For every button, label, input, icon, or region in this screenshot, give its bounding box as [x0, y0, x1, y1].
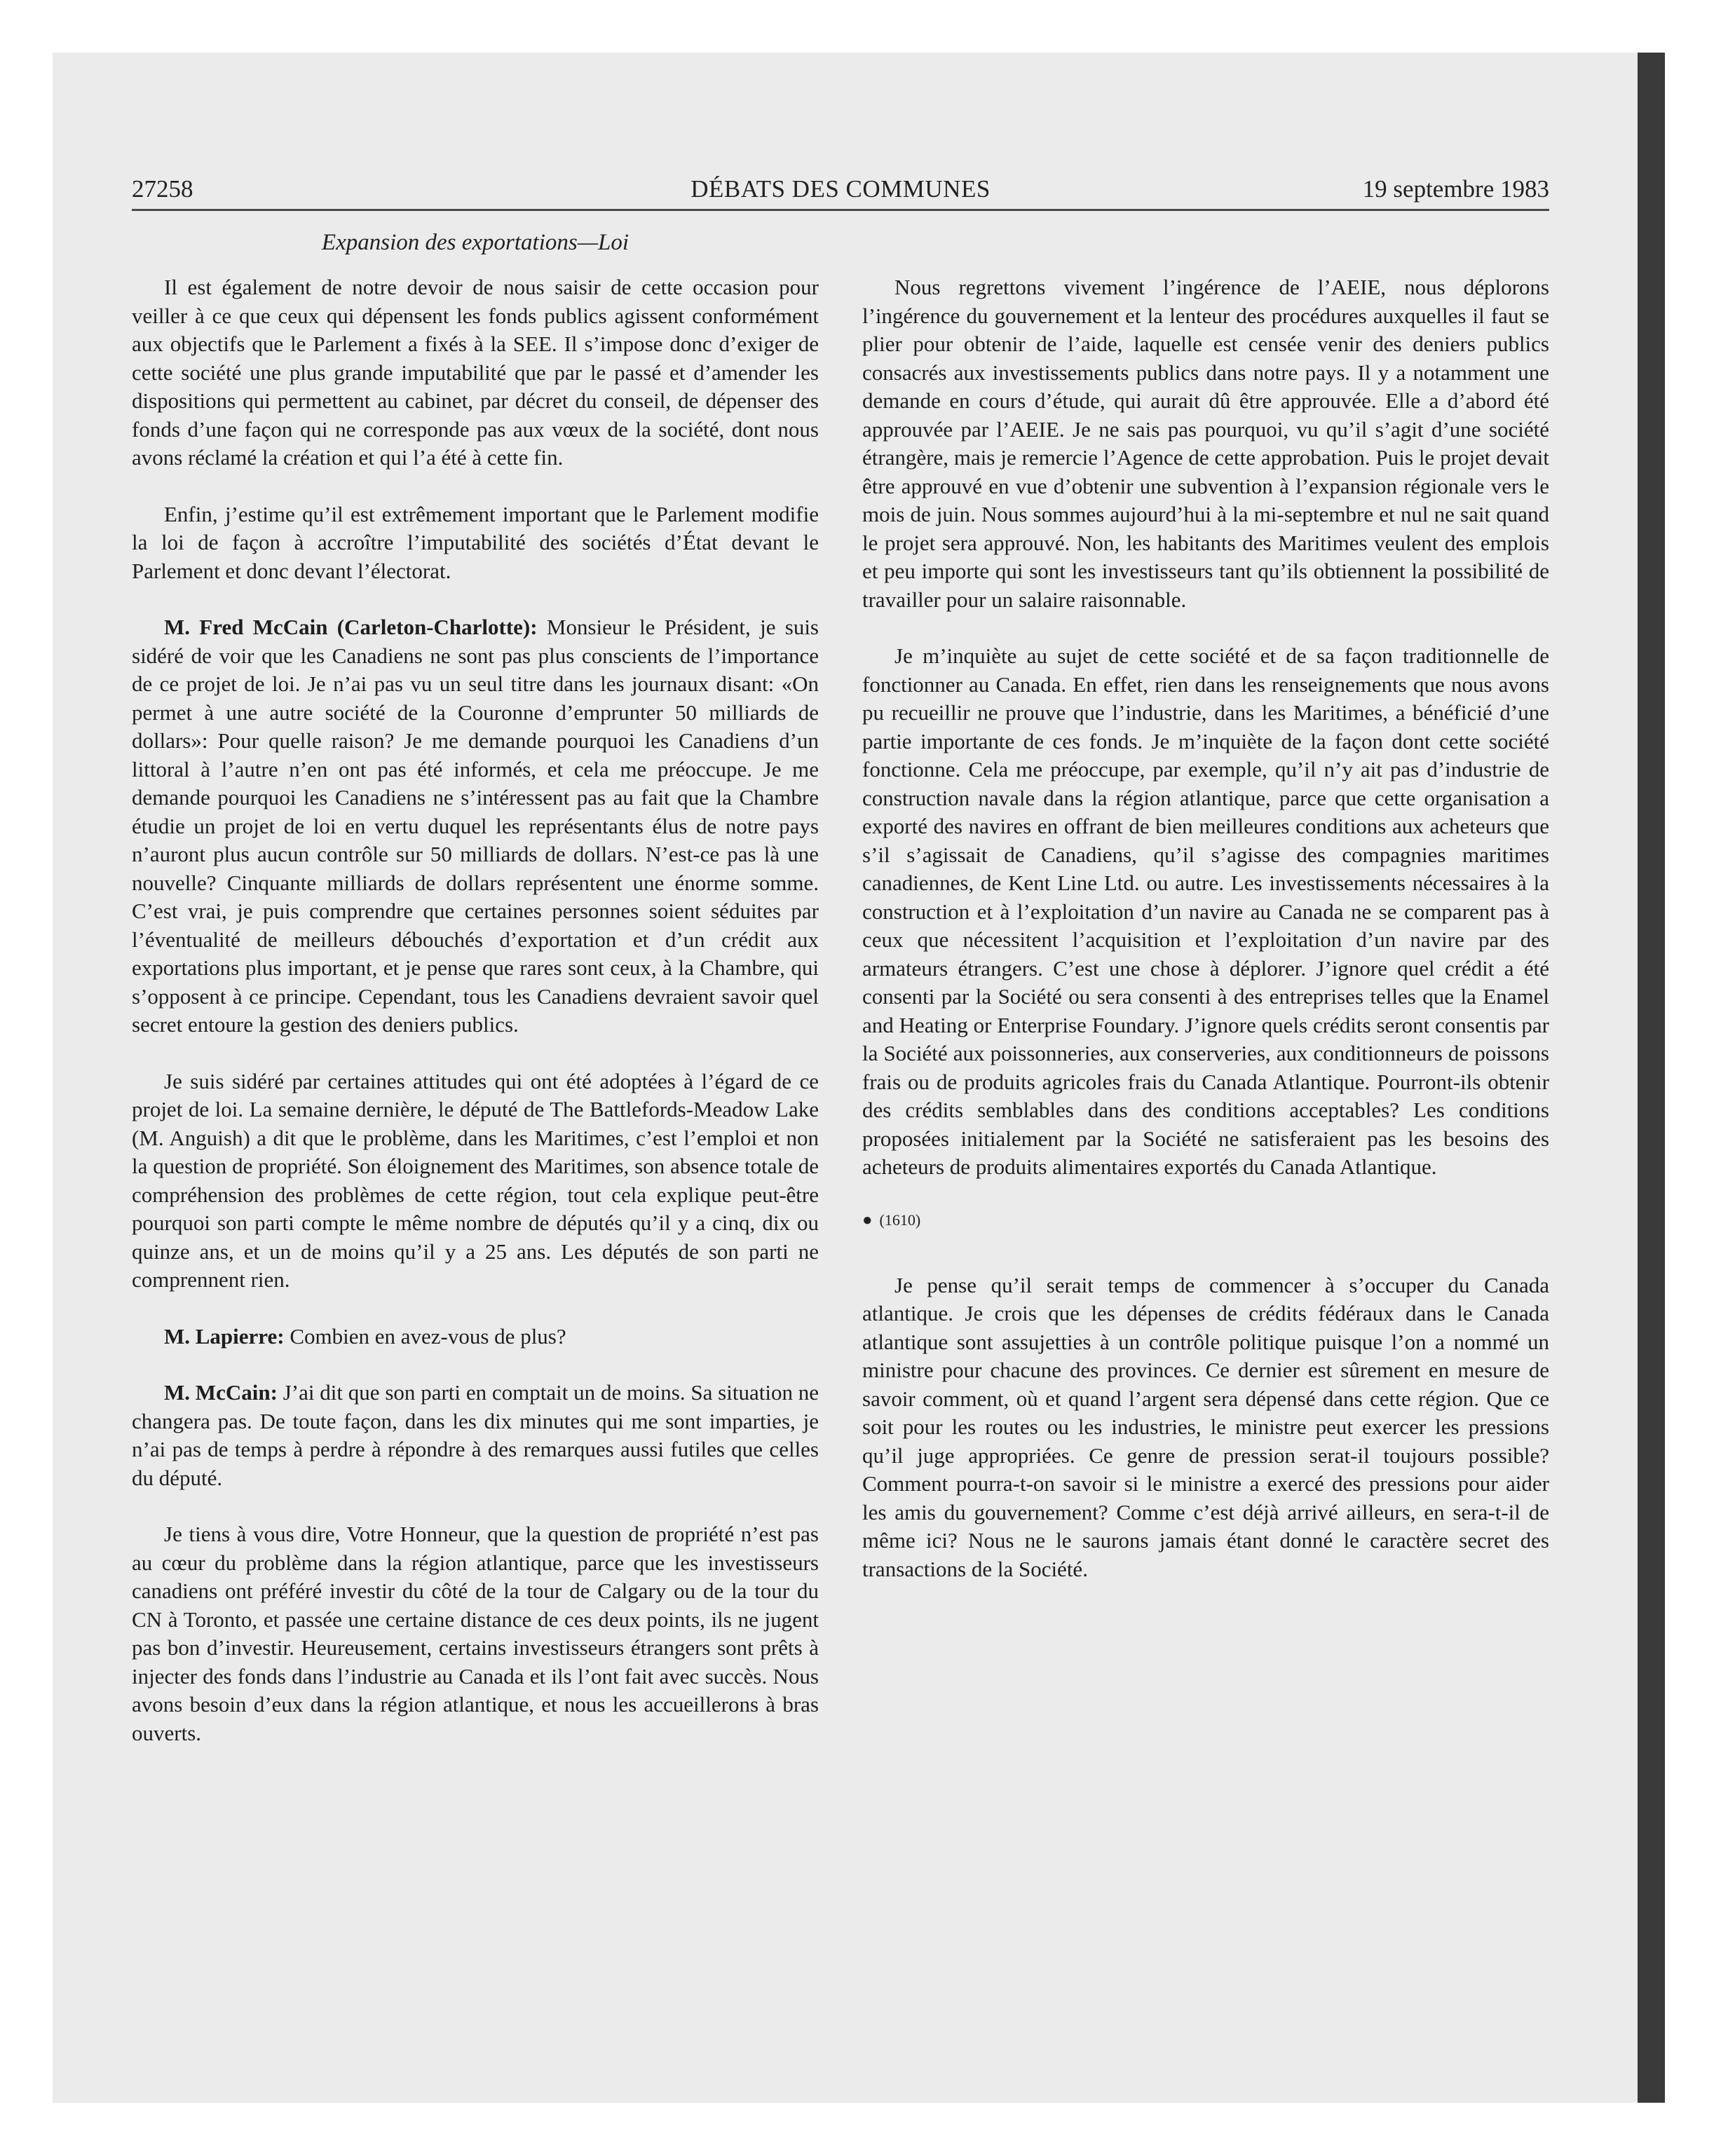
time-marker-text: (1610)	[879, 1210, 921, 1229]
speech-text: Monsieur le Président, je suis sidéré de voir que les Canadiens ne sont pas plus conscients de l’importance de ce projet de loi. Je n’ai pas vu un seul titre dans les journaux disant: «On permet à une autre société de la Couronne d’emprunter 50 milliards de dollars»: Pour quelle raison? Je me demande pourquoi les Canadiens d’un littoral à l’autre n’en ont pas été informés, et cela me préoccupe. Je me demande pourquoi les Canadiens ne s’intéressent pas au fait que la Chambre étudie un projet de loi en vertu duquel les représentants élus de notre pays n’auront plus aucun contrôle sur 50 milliards de dollars. N’est-ce pas là une nouvelle? Cinquante milliards de dollars représentent une énorme somme. C’est vrai, je puis comprendre que certaines personnes soient séduites par l’éventualité de meilleurs débouchés d’exportation et d’un crédit aux exportations plus important, et je pense que rares sont ceux, à la Chambre, qui s’opposent à ce principe. Cependant, tous les Canadiens devraient savoir quel secret entoure la gestion des deniers publics.	[132, 615, 819, 1037]
speaker-name: M. Lapierre:	[164, 1323, 285, 1349]
speech-paragraph	[132, 613, 819, 1039]
scan-edge-bar	[1638, 53, 1665, 2103]
page-number: 27258	[132, 175, 193, 203]
speech-paragraph	[132, 1323, 819, 1351]
time-marker	[862, 1210, 1549, 1231]
paragraph: Je pense qu’il serait temps de commencer à s’occuper du Canada atlantique. Je crois que les dépenses de crédits fédéraux dans le Canada atlantique sont assujetties à un contrôle politique puisque l’on a nommé un ministre pour chacune des provinces. Ce dernier est sûrement en mesure de savoir comment, où et quand l’argent sera dépensé dans cette région. Que ce soit pour les routes ou les industries, le ministre peut exercer les pressions qu’il juge appropriées. Ce genre de pression serat-il toujours possible? Comment pourra-t-on savoir si le ministre a exercé des pressions pour aider les amis du gouvernement? Comme c’est déjà arrivé ailleurs, en sera-t-il de même ici? Nous ne le saurons jamais étant donné le caractère secret des transactions de la Société.	[862, 1272, 1549, 1581]
speech-text: Combien en avez-vous de plus?	[284, 1323, 566, 1349]
speaker-name: M. Fred McCain (Carleton-Charlotte):	[164, 615, 538, 639]
paragraph: Il est également de notre devoir de nous saisir de cette occasion pour veiller à ce que ceux qui dépensent les fonds publics agissent conformément aux objectifs que le Parlement a fixés à la SEE. Il s’impose donc d’exiger de cette société une plus grande imputabilité que par le passé et d’amender les dispositions qui permettent au cabinet, par décret du conseil, de dépenser des fonds d’une façon qui ne corresponde pas aux vœux de la société, dont nous avons réclamé la création et qui l’a été à cette fin.	[132, 275, 819, 470]
paragraph: Je m’inquiète au sujet de cette société et de sa façon traditionnelle de fonctionner au Canada. En effet, rien dans les renseignements que nous avons pu recueillir ne prouve que l’industrie, dans les Maritimes, a bénéficié d’une partie importante de ces fonds. Je m’inquiète de la façon dont cette société fonctionne. Cela me préoccupe, par exemple, qu’il n’y ait pas d’industrie de construction navale dans la région atlantique, parce que cette organisation a exporté des navires en offrant de bien meilleures conditions aux acheteurs que s’il s’agissait de Canadiens, qu’il s’agisse des compagnies maritimes canadiennes, de Kent Line Ltd. ou autre. Les investissements nécessaires à la construction et à l’exploitation d’un navire au Canada ne se comparent pas à ceux que nécessitent l’acquisition et l’exploitation d’un navire par des armateurs étrangers. C’est une chose à déplorer. J’ignore quel crédit a été consenti par la Société ou sera consenti à des entreprises telles que la Enamel and Heating or Enterprise Foundary. J’ignore quels crédits seront consentis par la Société aux poissonneries, aux conserveries, aux conditionneurs de poissons frais ou de produits agricoles frais du Canada Atlantique. Pourront-ils obtenir des crédits semblables dans des conditions acceptables? Les conditions proposées initialement par la Société ne satisferaient pas les besoins des acheteurs de produits alimentaires exportés du Canada Atlantique.	[862, 643, 1549, 1179]
right-column	[862, 273, 1549, 1611]
left-column	[132, 273, 819, 1775]
publication-date: 19 septembre 1983	[1362, 175, 1549, 203]
paragraph: Je suis sidéré par certaines attitudes qui ont été adoptées à l’égard de ce projet de loi. La semaine dernière, le député de The Battlefords-Meadow Lake (M. Anguish) a dit que le problème, dans les Maritimes, c’est l’emploi et non la question de propriété. Son éloignement des Maritimes, son absence totale de compréhension des problèmes de cette région, tout cela explique peut-être pourquoi son parti compte le même nombre de députés qu’il y a cinq, dix ou quinze ans, et un de moins qu’il y a 25 ans. Les députés de son parti ne comprennent rien.	[132, 1068, 819, 1292]
paragraph: Enfin, j’estime qu’il est extrêmement important que le Parlement modifie la loi de façon à accroître l’imputabilité des sociétés d’État devant le Parlement et donc devant l’électorat.	[132, 501, 819, 583]
paragraph: Je tiens à vous dire, Votre Honneur, que la question de propriété n’est pas au cœur du problème dans la région atlantique, parce que les investisseurs canadiens ont préféré investir du côté de la tour de Calgary ou de la tour du CN à Toronto, et passée une certaine distance de ces deux points, ils ne jugent pas bon d’investir. Heureusement, certains investisseurs étrangers sont prêts à injecter des fonds dans l’industrie au Canada et ils l’ont fait avec succès. Nous avons besoin d’eux dans la région atlantique, et nous les accueillerons à bras ouverts.	[132, 1522, 819, 1745]
speech-paragraph	[132, 1379, 819, 1492]
section-subheader: Expansion des exportations—Loi	[321, 230, 630, 255]
paragraph: Nous regrettons vivement l’ingérence de l’AEIE, nous déplorons l’ingérence du gouvernement et la lenteur des procédures auxquelles il faut se plier pour obtenir de l’aide, laquelle est censée venir des deniers publics consacrés aux investissements publics dans notre pays. Il y a notamment une demande en cours d’étude, qui aurait dû être approuvée. Elle a d’abord été approuvée par l’AEIE. Je ne sais pas pourquoi, vu qu’il s’agit d’une société étrangère, mais je remercie l’Agence de cette approbation. Puis le projet devait être approuvé en vue d’obtenir une subvention à l’expansion régionale vers le mois de juin. Nous sommes aujourd’hui à la mi-septembre et nul ne sait quand le projet sera approuvé. Non, les habitants des Maritimes veulent des emplois et peu importe qui sont les investisseurs tant qu’ils obtiennent la possibilité de travailler pour un salaire raisonnable.	[862, 275, 1549, 612]
page-header	[132, 175, 1549, 211]
bullet-icon: ●	[862, 1210, 873, 1229]
publication-title: DÉBATS DES COMMUNES	[690, 175, 991, 203]
speaker-name: M. McCain:	[164, 1380, 278, 1405]
speech-text: J’ai dit que son parti en comptait un de moins. Sa situation ne changera pas. De toute façon, dans les dix minutes qui me sont imparties, je n’ai pas de temps à perdre à répondre à des remarques aussi futiles que celles du député.	[132, 1380, 819, 1490]
